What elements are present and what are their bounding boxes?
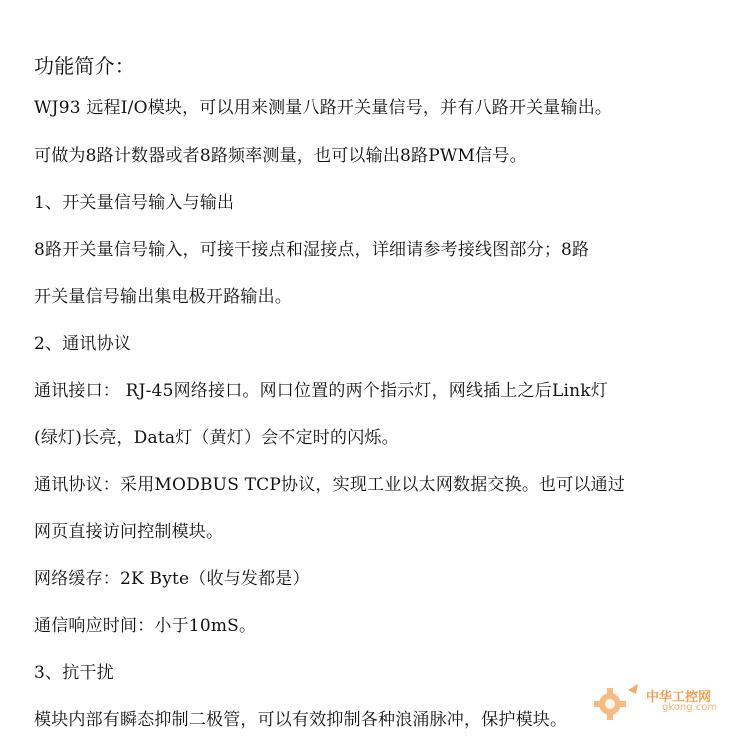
paragraph-line-7: 通讯协议：采用MODBUS TCP协议，实现工业以太网数据交换。也可以通过 — [34, 475, 626, 495]
paragraph-line-2: 可做为8路计数器或者8路频率测量，也可以输出8路PWM信号。 — [34, 146, 527, 166]
paragraph-line-6: (绿灯)长亮，Data灯（黄灯）会不定时的闪烁。 — [34, 428, 399, 448]
paragraph-line-1: WJ93 远程I/O模块，可以用来测量八路开关量信号，并有八路开关量输出。 — [34, 98, 613, 118]
gear-icon — [592, 680, 648, 724]
paragraph-line-11: 模块内部有瞬态抑制二极管，可以有效抑制各种浪涌脉冲，保护模块。 — [34, 710, 568, 730]
section-heading-2: 2、通讯协议 — [34, 334, 132, 354]
paragraph-line-8: 网页直接访问控制模块。 — [34, 522, 224, 542]
paragraph-line-9: 网络缓存：2K Byte（收与发都是） — [34, 569, 310, 589]
paragraph-line-4: 开关量信号输出集电极开路输出。 — [34, 287, 292, 307]
watermark-url: gkong.com — [662, 702, 718, 713]
paragraph-line-3: 8路开关量信号输入，可接干接点和湿接点，详细请参考接线图部分；8路 — [34, 240, 590, 260]
site-watermark — [592, 680, 742, 724]
paragraph-line-10: 通信响应时间：小于10mS。 — [34, 616, 257, 636]
section-heading-3: 3、抗干扰 — [34, 663, 114, 683]
paragraph-line-5: 通讯接口： RJ-45网络接口。网口位置的两个指示灯，网线插上之后Link灯 — [34, 381, 608, 401]
page-title: 功能简介： — [34, 54, 135, 78]
watermark-site-name: 中华工控网 — [646, 690, 712, 705]
section-heading-1: 1、开关量信号输入与输出 — [34, 193, 235, 213]
